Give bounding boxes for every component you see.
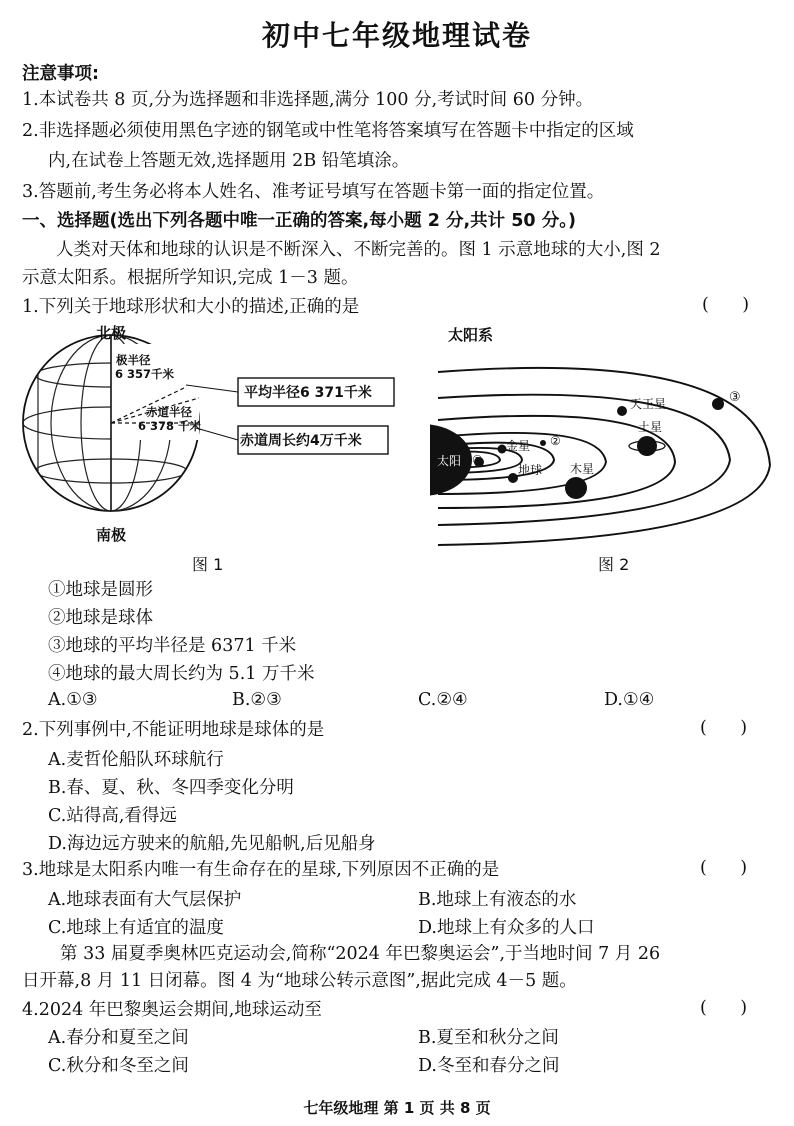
page-footer: 七年级地理 第 1 页 共 8 页 [303, 1099, 491, 1117]
q1-statement-3: ③地球的平均半径是 6371 千米 [48, 636, 297, 656]
q2-option-b[interactable]: B.春、夏、秋、冬四季变化分明 [48, 778, 294, 798]
q2-option-d[interactable]: D.海边远方驶来的航船,先见船帆,后见船身 [48, 834, 376, 854]
mark-2: ② [550, 434, 561, 448]
polar-radius-value: 6 357千米 [115, 367, 175, 381]
passage2-line-2: 日开幕,8 月 11 日闭幕。图 4 为“地球公转示意图”,据此完成 4－5 题。 [22, 971, 577, 991]
figure2-caption: 图 2 [598, 555, 630, 574]
earth-label: 地球 [518, 463, 543, 477]
equator-radius-value: 6 378 千米 [138, 419, 202, 433]
q1-option-d[interactable]: D.①④ [604, 690, 655, 710]
notice-item-2-cont: 内,在试卷上答题无效,选择题用 2B 铅笔填涂。 [48, 151, 410, 171]
q4-option-a[interactable]: A.春分和夏至之间 [48, 1028, 189, 1048]
figure2-title: 太阳系 [448, 326, 494, 344]
notice-heading: 注意事项: [22, 64, 99, 84]
q2-stem: 2.下列事例中,不能证明地球是球体的是 [22, 720, 325, 740]
q1-statement-1: ①地球是圆形 [48, 580, 153, 600]
q3-option-c[interactable]: C.地球上有适宜的温度 [48, 918, 224, 938]
q1-option-b[interactable]: B.②③ [232, 690, 282, 710]
q2-answer-paren: ( ) [700, 718, 748, 738]
passage2-line-1: 第 33 届夏季奥林匹克运动会,简称“2024 年巴黎奥运会”,于当地时间 7 月 26 [60, 944, 661, 964]
q1-stem: 1.下列关于地球形状和大小的描述,正确的是 [22, 297, 360, 317]
q1-answer-paren: ( ) [702, 295, 750, 315]
sun-label: 太阳 [437, 454, 462, 468]
q4-stem: 4.2024 年巴黎奥运会期间,地球运动至 [22, 1000, 322, 1020]
figure2-solar-system-diagram [430, 340, 780, 550]
notice-item-3: 3.答题前,考生务必将本人姓名、准考证号填写在答题卡第一面的指定位置。 [22, 182, 605, 202]
q4-option-d[interactable]: D.冬至和春分之间 [418, 1056, 560, 1076]
north-pole-label: 北极 [96, 324, 127, 342]
saturn-label: 土星 [638, 420, 663, 434]
mean-radius-box: 平均半径6 371千米 [244, 385, 372, 401]
south-pole-label: 南极 [96, 526, 127, 544]
section1-intro-2: 示意太阳系。根据所学知识,完成 1－3 题。 [22, 268, 359, 288]
q3-option-b[interactable]: B.地球上有液态的水 [418, 890, 577, 910]
q4-answer-paren: ( ) [700, 998, 748, 1018]
q1-statement-2: ②地球是球体 [48, 608, 153, 628]
q4-option-b[interactable]: B.夏至和秋分之间 [418, 1028, 559, 1048]
page-title: 初中七年级地理试卷 [261, 19, 532, 52]
jupiter-label: 木星 [570, 462, 595, 476]
mark-1: ① [472, 453, 483, 467]
notice-item-2: 2.非选择题必须使用黑色字迹的钢笔或中性笔将答案填写在答题卡中指定的区域 [22, 121, 634, 141]
q3-stem: 3.地球是太阳系内唯一有生命存在的星球,下列原因不正确的是 [22, 860, 500, 880]
section1-intro-1: 人类对天体和地球的认识是不断深入、不断完善的。图 1 示意地球的大小,图 2 [56, 240, 661, 260]
q3-option-d[interactable]: D.地球上有众多的人口 [418, 918, 595, 938]
equator-radius-label: 赤道半径 [146, 405, 192, 419]
mark-3: ③ [729, 390, 741, 405]
uranus-label: 天王星 [630, 397, 667, 411]
section1-heading: 一、选择题(选出下列各题中唯一正确的答案,每小题 2 分,共计 50 分。) [22, 211, 576, 231]
q1-option-a[interactable]: A.①③ [48, 690, 98, 710]
q1-option-c[interactable]: C.②④ [418, 690, 468, 710]
notice-item-1: 1.本试卷共 8 页,分为选择题和非选择题,满分 100 分,考试时间 60 分钟。 [22, 90, 594, 110]
circumference-box: 赤道周长约4万千米 [240, 433, 362, 449]
polar-radius-label: 极半径 [116, 353, 151, 367]
q4-option-c[interactable]: C.秋分和冬至之间 [48, 1056, 189, 1076]
q1-statement-4: ④地球的最大周长约为 5.1 万千米 [48, 664, 315, 684]
q2-option-c[interactable]: C.站得高,看得远 [48, 806, 177, 826]
venus-label: 金星 [506, 439, 531, 453]
q3-answer-paren: ( ) [700, 858, 748, 878]
figure1-caption: 图 1 [192, 555, 224, 574]
q2-option-a[interactable]: A.麦哲伦船队环球航行 [48, 750, 224, 770]
q3-option-a[interactable]: A.地球表面有大气层保护 [48, 890, 242, 910]
